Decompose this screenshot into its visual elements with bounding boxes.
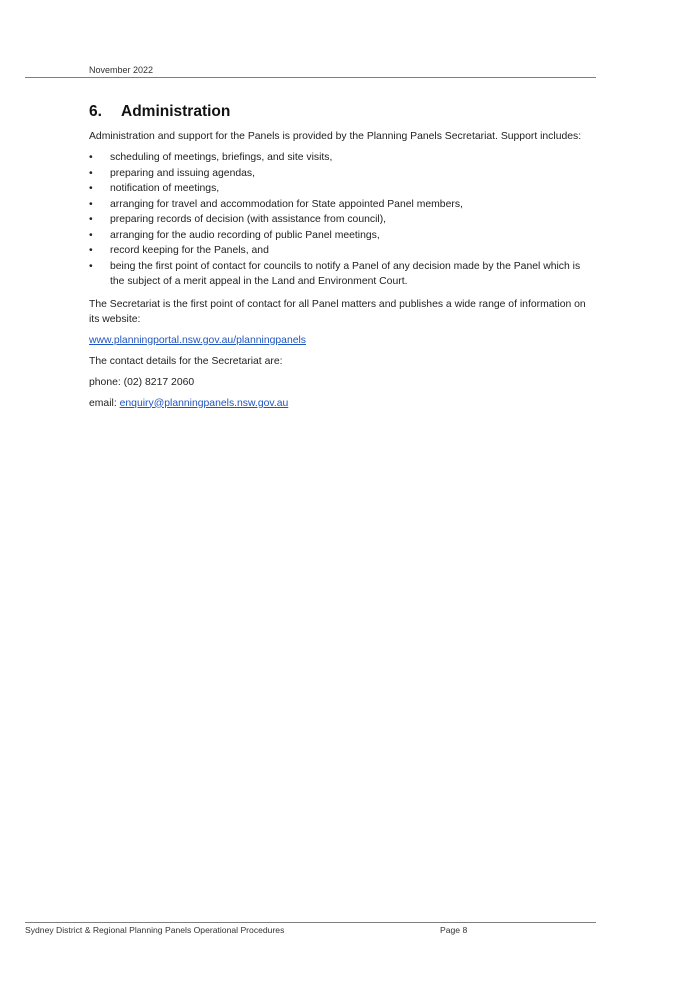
- phone-text: phone: (02) 8217 2060: [89, 376, 195, 388]
- footer-title: Sydney District & Regional Planning Panels Operational Procedures: [25, 925, 285, 935]
- section-heading: [89, 103, 230, 121]
- bullet-icon: •: [89, 214, 93, 225]
- list-item: • preparing records of decision (with assistance from council),: [89, 212, 589, 228]
- section-body: [89, 129, 589, 417]
- list-item: • being the first point of contact for councils to notify a Panel of any decision made by the Panel which is the subject of a merit appeal in the Land and Environment Court.: [89, 260, 581, 287]
- section-number: 6.: [89, 103, 102, 120]
- bullet-icon: •: [89, 198, 93, 210]
- section-title: Administration: [121, 103, 231, 120]
- list-item: • arranging for the audio recording of public Panel meetings,: [89, 228, 589, 244]
- email-link[interactable]: enquiry@planningpanels.nsw.gov.au: [119, 397, 289, 409]
- contact-intro: The contact details for the Secretariat are:: [89, 355, 283, 367]
- bullet-icon: •: [89, 167, 93, 179]
- list-item: • notification of meetings,: [89, 181, 589, 197]
- header-date: November 2022: [89, 65, 154, 75]
- website-link[interactable]: www.planningportal.nsw.gov.au/planningpanels: [89, 334, 307, 346]
- list-item: • preparing and issuing agendas,: [89, 166, 589, 182]
- bullet-icon: •: [89, 260, 93, 272]
- page-number: Page 8: [440, 925, 468, 935]
- secretariat-paragraph: The Secretariat is the first point of contact for all Panel matters and publishes a wide range of information on its website:: [89, 298, 586, 325]
- list-item: • scheduling of meetings, briefings, and site visits,: [89, 150, 589, 166]
- email-line: [89, 396, 589, 411]
- header-rule: [25, 77, 596, 78]
- list-item: • record keeping for the Panels, and: [89, 243, 589, 259]
- bullet-icon: •: [89, 245, 93, 256]
- bullet-icon: •: [89, 152, 93, 163]
- list-item: • arranging for travel and accommodation for State appointed Panel members,: [89, 197, 589, 213]
- email-label: email:: [89, 397, 120, 409]
- intro-paragraph: Administration and support for the Panels is provided by the Planning Panels Secretariat. Support includes:: [89, 131, 582, 142]
- bullet-icon: •: [89, 183, 93, 194]
- support-list: [89, 150, 589, 290]
- footer-rule: [25, 922, 596, 923]
- bullet-icon: •: [89, 229, 93, 241]
